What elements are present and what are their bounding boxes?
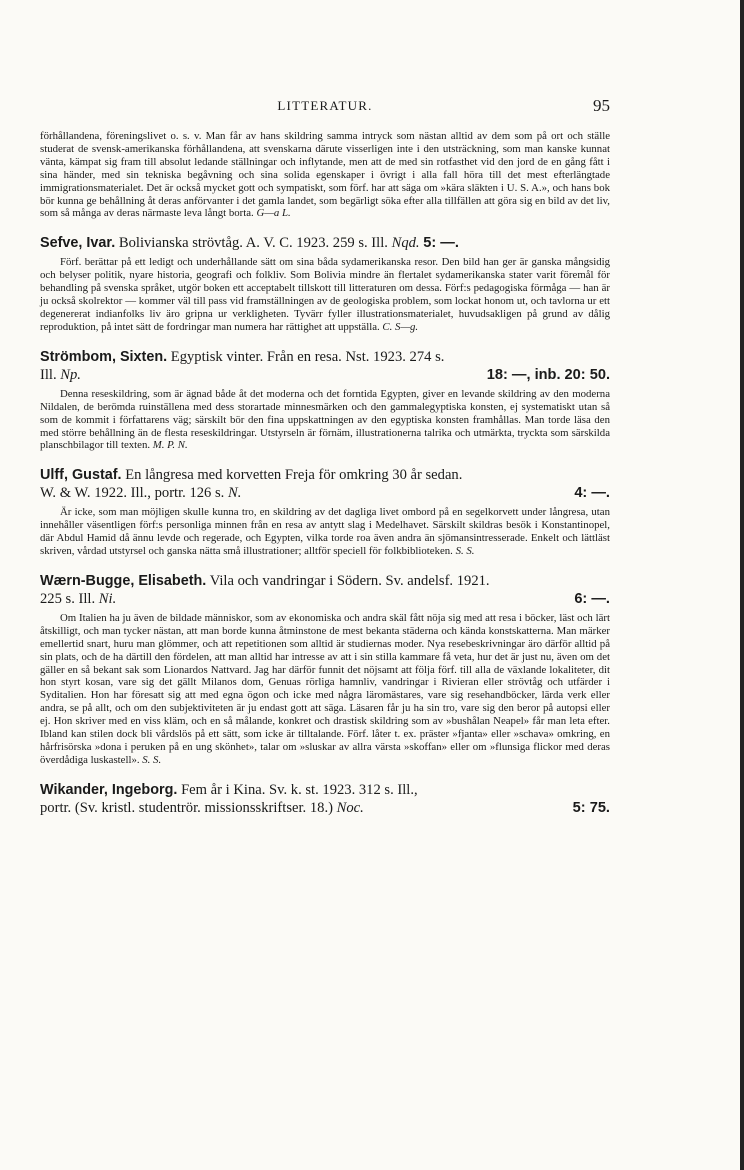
entry-publication-info: W. & W. 1922. Ill., portr. 126 s. — [40, 485, 225, 502]
page-header — [40, 96, 610, 120]
entry-heading — [40, 348, 610, 384]
entry-publication-info: portr. (Sv. kristl. studentrör. missionsskriftser. 18.) — [40, 799, 333, 816]
entry-heading — [40, 572, 610, 608]
entry-signature: S. S. — [455, 545, 475, 558]
entry-title: Fem år i Kina. Sv. k. st. 1923. 312 s. Ill., — [181, 781, 418, 798]
entry-publication-info: 225 s. Ill. — [40, 590, 96, 607]
entry-author: Ulff, Gustaf. — [40, 467, 122, 484]
entry-classification: Noc. — [336, 799, 364, 816]
entry-review-text: Förf. berättar på ett ledigt och underhållande sätt om sina båda sydamerikanska resor. Den bild han ger är ganska mångsidig och belyser politik, nyare historia, geografi och folkliv. Som Bolivia mindre än flertalet sydamerikanska stater varit föremål för behandling på svenska språket, utgör boken ett acceptabelt tillskott till litteraturen om dessa. Förf:s pedagogiska förmåga — han är ju också skolrektor — kommer väl till pass vid framställningen av de geologiska problem, som lockat honom ut, och tavlorna ur ett degenererat indianfolks liv äro gripna ur verkligheten. Tyvärr fyller illustrationsmaterialet, huvudsakligen på grund av dålig reproduktion, på intet sätt de fordringar man numera har rättighet att uppställa. — [40, 256, 610, 333]
entry-classification: N. — [227, 485, 242, 502]
entry-classification: Ni. — [98, 590, 117, 607]
review-entry-waern-bugge — [40, 572, 610, 767]
entry-heading — [40, 234, 610, 252]
entry-classification: Nqd. — [391, 235, 420, 252]
entry-author: Wærn-Bugge, Elisabeth. — [40, 572, 207, 589]
entry-classification: Np. — [60, 366, 81, 383]
entry-review-text: Denna reseskildring, som är ägnad både åt det moderna och det forntida Egypten, giver en levande skildring av den moderna Nildalen, de berömda ruinställena med dess storartade minnesmärken och den gammalegyptiska konsten, ej systematiskt utan så som de kommit i författarens väg; särskilt bör den fina uppskattningen av den egyptiska konsten framhållas. Man torde läsa den med större behållning än de flesta reseskildringar. Utstyrseln är förnäm, illustrationerna talrika och utmärkta, tryckta som särskilda planschbilagor till texten. — [40, 387, 610, 452]
page-edge — [740, 0, 744, 1170]
entry-price: 18: —, inb. 20: 50. — [486, 366, 610, 383]
page-number: 95 — [593, 96, 610, 115]
intro-text: förhållandena, föreningslivet o. s. v. Man får av hans skildring samma intryck som nästan alltid av dem som på ort och ställe studerat de svensk-amerikanska förhållandena, att svenskarna därute visserligen inte i den utsträckning, som man kanske kunnat vänta, kämpat sig fram till absolut ledande ställningar och inflytande, men att de med sin rotfasthet vid den jord de en gång fått i sina händer, med sin tekniska begåvning och sina solida egenskaper i övrigt i alla fall höra till det mest efterlängtade immigrationsmaterialet. Det är också mycket gott och sympatiskt, som förf. har att säga om »kära släkten i U. S. A.», och hans bok bör kunna ge behållning åt deras anförvanter i det gamla landet, som begärligt söka efter alla tillfällen att göra sig en bild av det liv, som så många av deras närmaste leva långt borta. — [40, 130, 610, 220]
intro-paragraph — [40, 130, 610, 220]
book-page — [40, 96, 610, 821]
entry-title: Vila och vandringar i Södern. Sv. andelsf. 1921. — [209, 572, 490, 589]
entry-review-text: Är icke, som man möjligen skulle kunna tro, en skildring av det dagliga livet ombord på en segelkorvett under långresa, utan innehåller väsentligen förf:s personliga minnen från en resa av antytt slag i Medelhavet. Särskilt skildras besök i Konstantinopel, där Abdul Hamid då ännu levde och regerade, och Egypten, vilka torde roa även andra än sjömansintresserade. Enkelt och lättläst skriven, vårdad utstyrsel och ganska nätta små illustrationer; alltför speciell för folkbiblioteken. — [40, 506, 610, 558]
entry-price: 6: —. — [574, 590, 610, 607]
entry-review — [40, 506, 610, 558]
entry-heading — [40, 781, 610, 817]
running-title: LITTERATUR. — [277, 98, 373, 113]
entry-author: Sefve, Ivar. — [40, 235, 116, 252]
entry-review — [40, 256, 610, 333]
entry-review — [40, 612, 610, 767]
entry-heading — [40, 466, 610, 502]
review-entry-sefve — [40, 234, 610, 333]
entry-signature: M. P. N. — [152, 439, 188, 452]
review-entry-ulff — [40, 466, 610, 558]
review-entry-strombom — [40, 348, 610, 453]
entry-review-text: Om Italien ha ju även de bildade människor, som av ekonomiska och andra skäl fått nöja sig med att resa i böcker, läst och lärt åtskilligt, och man tycker nästan, att man borde kunna åtminstone de mest bekanta städerna och kända konstskatterna. Man märker emellertid snart, huru man glömmer, och att repetitionen som alltid är studiernas moder. Nya resebeskrivningar äro därför alltid på sin plats, och de ha därtill den fördelen, att man alltid har intresse av att i sin stilla kammare få veta, hur det är just nu, även om det gäller en så bekant sak som Lionardos Nattvard. Jag har därför funnit det nöjsamt att följa förf. till alla de växlande lokaliteter, dit hon styrt kosan, vare sig det gällt Milanos dom, Genuas rörliga hamnliv, vandringar i Rivieran eller strövtåg och utfärder i Syditalien. Hon har föresatt sig att med egna ögon och icke med några läromästares, vare sig resehandböcker, lärda verk eller andra, se på allt, och om den subjektiviteten är ju endast gott att säga. Läsaren får ju ha sin tro, vare sig den beror på autopsi eller ej. Hon skriver med en viss kläm, och en så målande, konkret och drastisk skildring som av »bushålan Neapel» får man leta efter. Ibland kan stilen dock bli vårdslös på ett sätt, som icke är tilltalande. Förf. låter t. ex. präster »fjanta» eller »schava» omkring, en hårfrisörska »dona i peruken på en ung skönhet», talar om »sluskar av allra värsta »skoffan» eller om »flunsiga flickor med deras överdådiga luskastell». — [40, 611, 610, 766]
entry-price: 5: —. — [423, 235, 459, 252]
entry-price: 4: —. — [574, 485, 610, 502]
entry-title: Egyptisk vinter. Från en resa. Nst. 1923. 274 s. — [170, 348, 445, 365]
entry-signature: S. S. — [142, 753, 162, 766]
entry-author: Strömbom, Sixten. — [40, 348, 168, 365]
entry-title: Bolivianska strövtåg. A. V. C. 1923. 259 s. Ill. — [118, 235, 388, 252]
entry-price: 5: 75. — [572, 799, 610, 816]
intro-signature: G—a L. — [256, 207, 291, 220]
entry-title: En långresa med korvetten Freja för omkring 30 år sedan. — [125, 467, 463, 484]
entry-author: Wikander, Ingeborg. — [40, 781, 178, 798]
entry-signature: C. S—g. — [382, 320, 419, 333]
review-entry-wikander — [40, 781, 610, 817]
entry-publication-info: Ill. — [40, 366, 57, 383]
entry-review — [40, 388, 610, 453]
